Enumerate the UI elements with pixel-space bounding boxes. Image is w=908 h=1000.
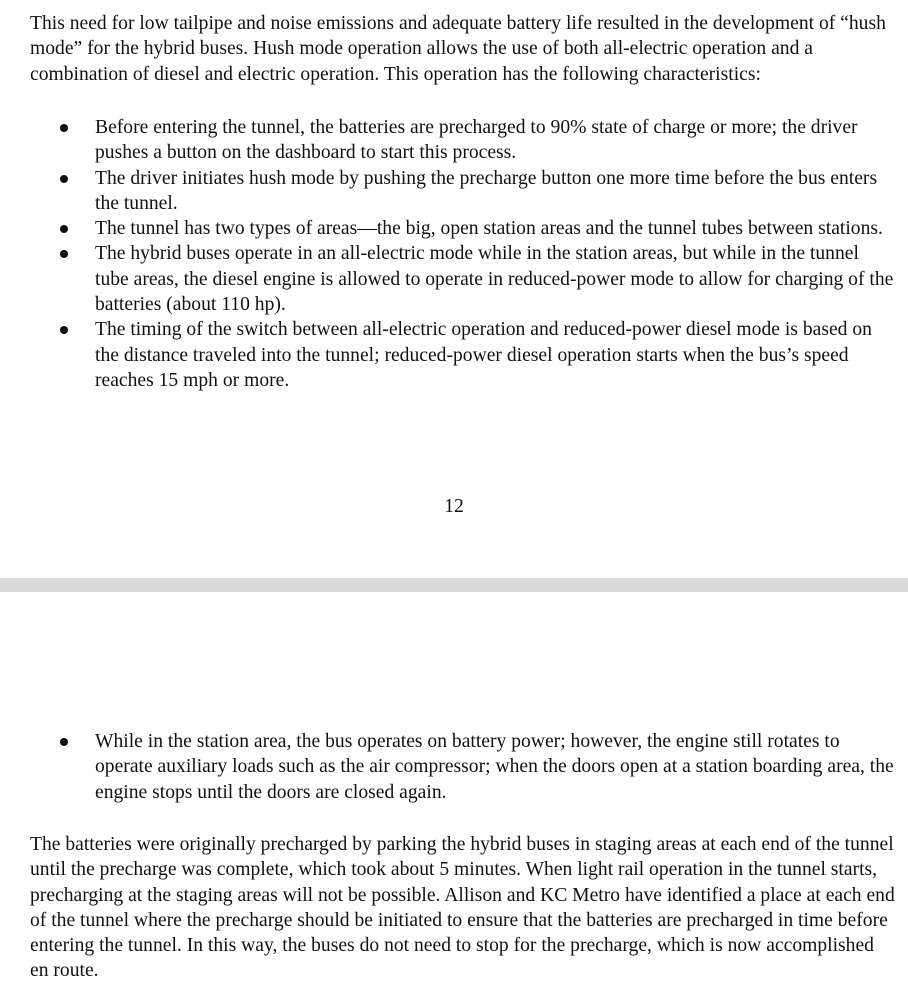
list-item-text: While in the station area, the bus operates on battery power; however, the engine still rotates to operate auxiliary loads such as the air compressor; when the doors open at a station boarding area, the engine stops until the doors are closed again. <box>95 731 894 803</box>
document-page-13 <box>0 592 908 1000</box>
list-item-text: The hybrid buses operate in an all-electric mode while in the station areas, but while in the tunnel tube areas, the diesel engine is allowed to operate in reduced-power mode to allow for charging of the batteries (about 110 hp). <box>95 243 894 316</box>
bullet-icon <box>60 326 68 334</box>
bullet-icon <box>60 124 68 132</box>
bullet-icon <box>60 175 68 183</box>
continued-list <box>0 729 908 805</box>
list-item <box>0 317 908 393</box>
list-item <box>0 166 908 217</box>
page-separator <box>0 578 908 592</box>
list-item-text: The timing of the switch between all-electric operation and reduced-power diesel mode is based on the distance traveled into the tunnel; reduced-power diesel operation starts when the bus’s speed reaches 15 mph or more. <box>95 319 872 391</box>
characteristics-list <box>0 115 908 393</box>
page-number: 12 <box>444 496 464 517</box>
list-item-text: Before entering the tunnel, the batteries are precharged to 90% state of charge or more; the driver pushes a button on the dashboard to start this process. <box>95 117 858 164</box>
list-item <box>0 729 908 805</box>
list-item <box>0 115 908 166</box>
intro-paragraph: This need for low tailpipe and noise emissions and adequate battery life resulted in the development of “hush mode” for the hybrid buses. Hush mode operation allows the use of both all-electric operation and a combination of diesel and electric operation. This operation has the following characteristics: <box>30 13 886 85</box>
list-item-text: The tunnel has two types of areas—the big, open station areas and the tunnel tubes between stations. <box>95 218 883 240</box>
bullet-icon <box>60 250 68 258</box>
list-item-text: The driver initiates hush mode by pushing the precharge button one more time before the bus enters the tunnel. <box>95 167 878 214</box>
precharge-paragraph: The batteries were originally precharged by parking the hybrid buses in staging areas at each end of the tunnel until the precharge was complete, which took about 5 minutes. When light rail operation in the tunnel starts, precharging at the staging areas will not be possible. Allison and KC Metro have identified a place at each end of the tunnel where the precharge should be initiated to ensure that the batteries are precharged in time before entering the tunnel. In this way, the buses do not need to stop for the precharge, which is now accomplished en route. <box>30 834 895 982</box>
bullet-icon <box>60 738 68 746</box>
bullet-icon <box>60 225 68 233</box>
list-item <box>0 216 908 241</box>
list-item <box>0 241 908 317</box>
